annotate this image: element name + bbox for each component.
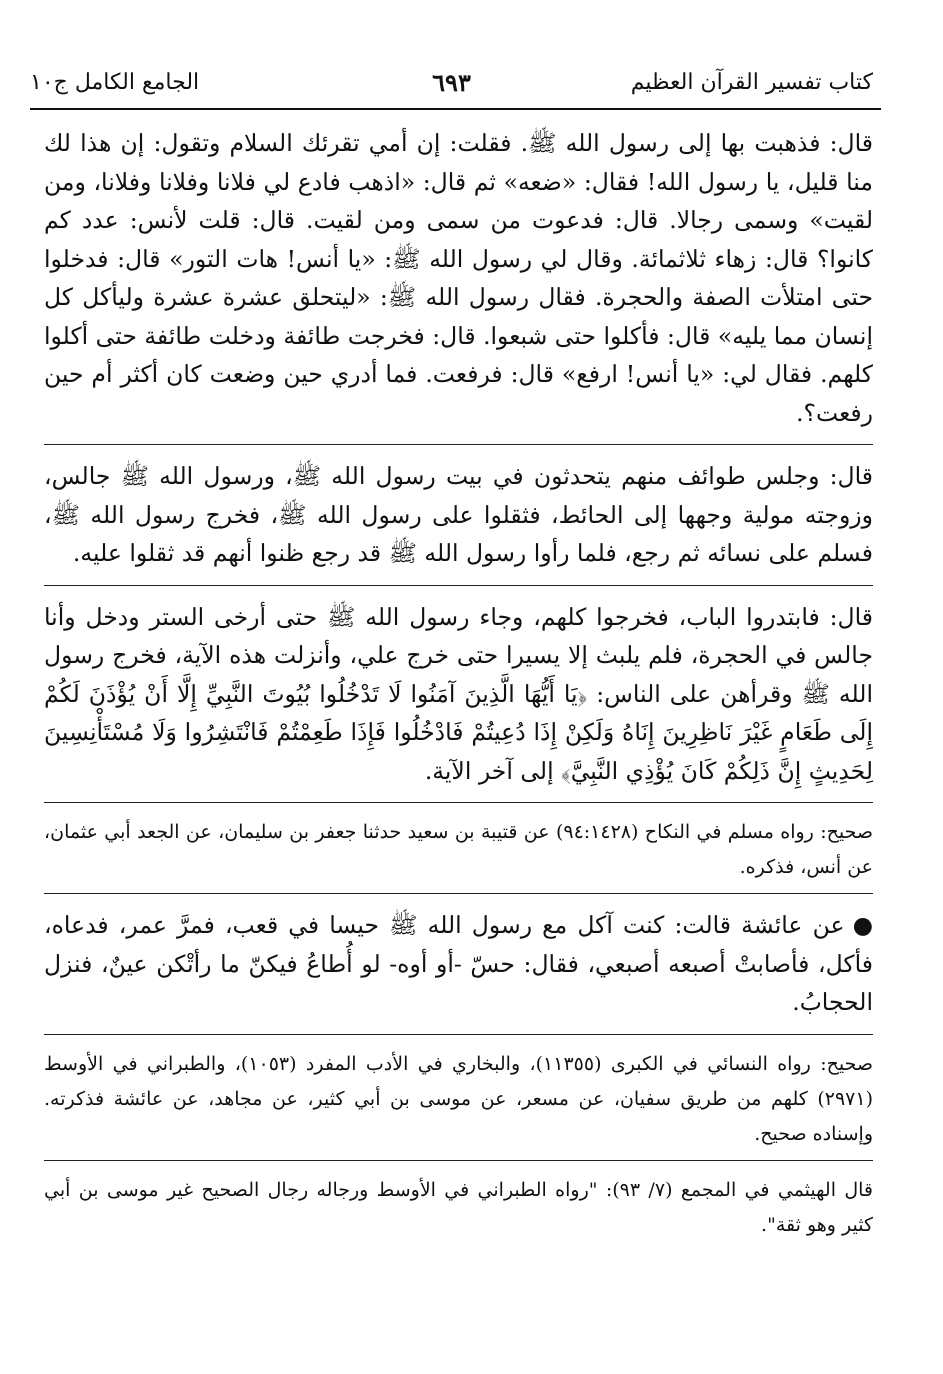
takhrij-note-1: صحيح: رواه مسلم في النكاح (٩٤:١٤٢٨) عن قتيبة بن سعيد حدثنا جعفر بن سليمان، عن الجعد أبي عثمان، عن أنس، فذكره. — [44, 821, 873, 878]
takhrij-note-3: قال الهيثمي في المجمع (٧/ ٩٣): "رواه الطبراني في الأوسط ورجاله رجال الصحيح غير موسى بن أبي كثير وهو ثقة". — [44, 1178, 873, 1236]
section-divider — [44, 1034, 873, 1035]
hadith-paragraph-4 — [44, 906, 873, 1022]
section-divider — [44, 893, 873, 894]
section-divider — [44, 585, 873, 586]
section-divider — [44, 444, 873, 445]
page-content — [44, 124, 873, 1251]
hadith-paragraph-1: قال: فذهبت بها إلى رسول الله ﷺ. فقلت: إن أمي تقرئك السلام وتقول: إن هذا لك منا قليل، يا رسول الله! فقال: «ضعه» ثم قال: «اذهب فادع لي فلانا وفلانا وفلانا، ومن لقيت» وسمى رجالا. قال: فدعوت من سمى ومن لقيت. قال: قلت لأنس: عدد كم كانوا؟ قال: زهاء ثلاثمائة. وقال لي رسول الله ﷺ: «يا أنس! هات التور» قال: فدخلوا حتى امتلأت الصفة والحجرة. فقال رسول الله ﷺ: «ليتحلق عشرة عشرة وليأكل كل إنسان مما يليه» قال: فأكلوا حتى شبعوا. قال: فخرجت طائفة ودخلت طائفة حتى أكلوا كلهم. فقال لي: «يا أنس! ارفع» قال: فرفعت. فما أدري حين وضعت كان أكثر أم حين رفعت؟. — [44, 129, 873, 427]
bullet-icon: ● — [852, 911, 873, 939]
takhrij-note-2: صحيح: رواه النسائي في الكبرى (١١٣٥٥)، والبخاري في الأدب المفرد (١٠٥٣)، والطبراني في الأوسط (٢٩٧١) كلهم من طريق سفيان، عن مسعر، عن موسى بن أبي كثير، عن مجاهد، عن عائشة فذكرته. وإسناده صحيح. — [44, 1052, 873, 1145]
running-header — [30, 62, 873, 102]
volume-title-header: الجامع الكامل ج١٠ — [30, 69, 200, 95]
header-divider — [30, 108, 881, 110]
hadith-paragraph-3: قال: فابتدروا الباب، فخرجوا كلهم، وجاء رسول الله ﷺ حتى أرخى الستر ودخل وأنا جالس في الحجرة، فلم يلبث إلا يسيرا حتى خرج علي، وأنزلت هذه الآية، فخرج رسول الله ﷺ وقرأهن على الناس: ﴿يَا أَيُّهَا الَّذِينَ آمَنُوا لَا تَدْخُلُوا بُيُوتَ النَّبِيِّ إِلَّا أَنْ يُؤْذَنَ لَكُمْ إِلَى طَعَامٍ غَيْرَ نَاظِرِينَ إِنَاهُ وَلَكِنْ إِذَا دُعِيتُمْ فَادْخُلُوا فَإِذَا طَعِمْتُمْ فَانْتَشِرُوا وَلَا مُسْتَأْنِسِينَ لِحَدِيثٍ إِنَّ ذَلِكُمْ كَانَ يُؤْذِي النَّبِيَّ﴾ إلى آخر الآية. — [44, 602, 873, 785]
page-number: ٦٩٣ — [432, 67, 471, 97]
hadith-paragraph-4-text: عن عائشة قالت: كنت آكل مع رسول الله ﷺ حيسا في قعب، فمرَّ عمر، فدعاه، فأكل، فأصابتْ أصبعه أصبعي، فقال: حسّ -أو أوه- لو أُطاعُ فيكنّ ما رأتْكن عينٌ، فنزل الحجابُ. — [44, 911, 873, 1016]
section-divider — [44, 802, 873, 803]
hadith-paragraph-2: قال: وجلس طوائف منهم يتحدثون في بيت رسول الله ﷺ، ورسول الله ﷺ جالس، وزوجته مولية وجهها إلى الحائط، فثقلوا على رسول الله ﷺ، فخرج رسول الله ﷺ، فسلم على نسائه ثم رجع، فلما رأوا رسول الله ﷺ قد رجع ظنوا أنهم قد ثقلوا عليه. — [44, 462, 873, 567]
section-divider — [44, 1160, 873, 1161]
book-title-header: كتاب تفسير القرآن العظيم — [630, 69, 873, 95]
